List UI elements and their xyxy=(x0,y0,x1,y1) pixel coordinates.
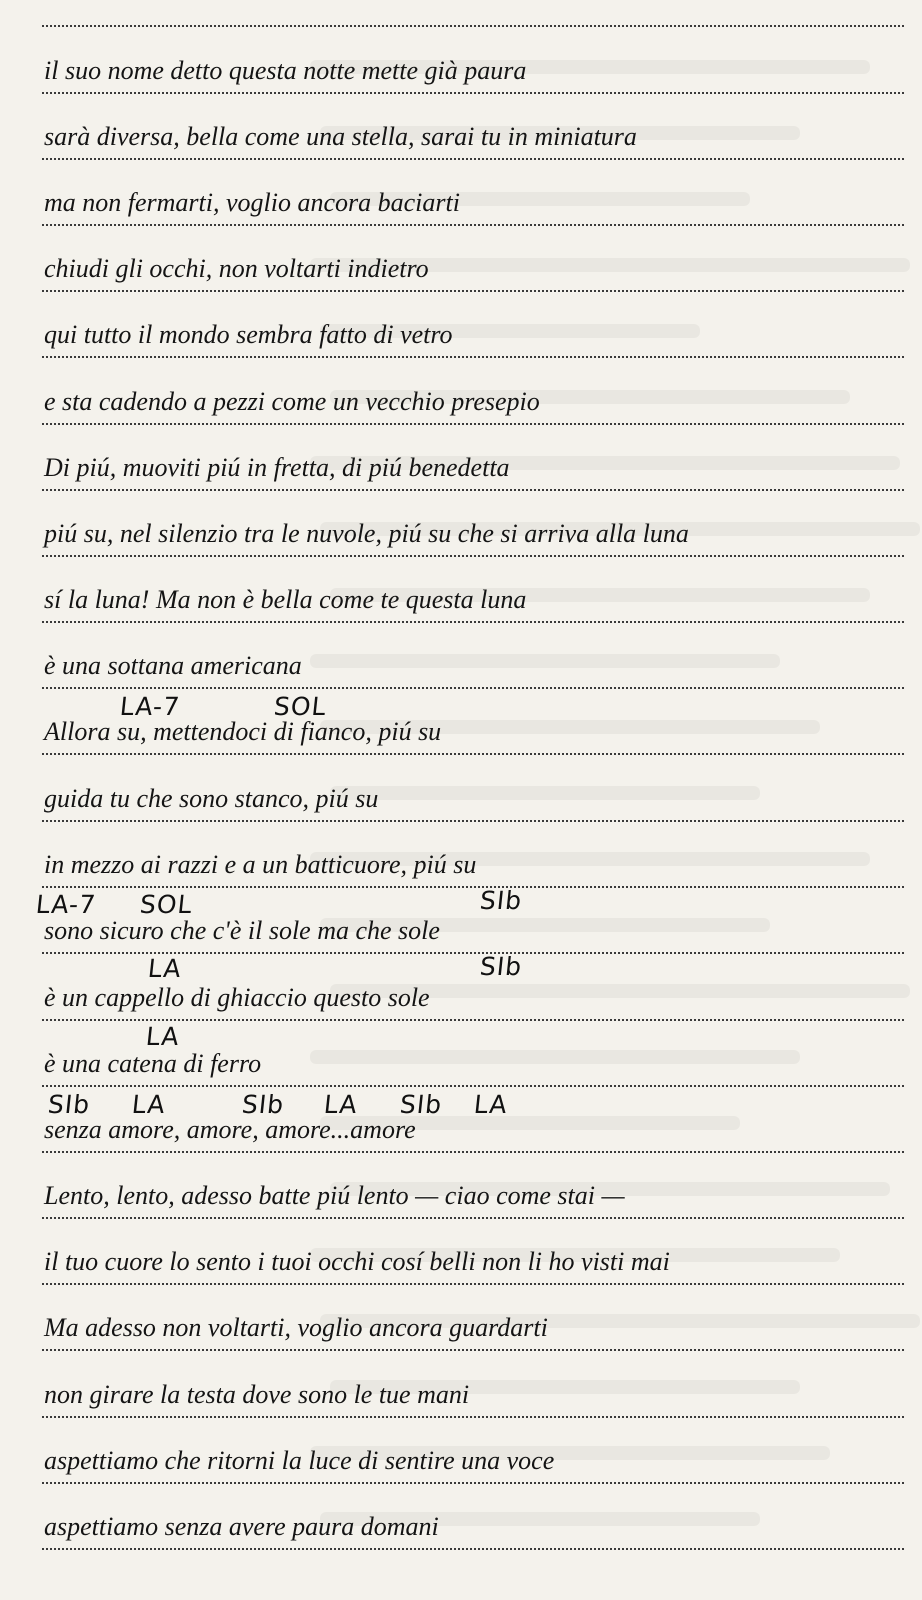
lyric-line: il suo nome detto questa notte mette già paura xyxy=(44,56,527,85)
lyric-line: Di piú, muoviti piú in fretta, di piú benedetta xyxy=(44,453,510,482)
dotted-rule xyxy=(42,1151,904,1153)
chord-label: SOL xyxy=(272,692,329,721)
lyric-line: è una sottana americana xyxy=(44,651,302,680)
dotted-rule xyxy=(42,290,904,292)
chord-label: SOL xyxy=(138,890,195,919)
dotted-rule xyxy=(42,489,904,491)
chord-label: LA xyxy=(144,1022,182,1051)
dotted-rule xyxy=(42,423,904,425)
chord-label: LA-7 xyxy=(34,890,98,919)
dotted-rule xyxy=(42,753,904,755)
dotted-rule xyxy=(42,555,904,557)
chord-label: SIb xyxy=(478,952,524,981)
lyric-line: guida tu che sono stanco, piú su xyxy=(44,784,379,813)
chord-label: SIb xyxy=(240,1090,286,1119)
lyric-line: non girare la testa dove sono le tue mani xyxy=(44,1380,470,1409)
show-through-smudge xyxy=(310,1050,800,1064)
dotted-rule xyxy=(42,1217,904,1219)
dotted-rule xyxy=(42,820,904,822)
lyric-line: piú su, nel silenzio tra le nuvole, piú su che si arriva alla luna xyxy=(44,519,689,548)
dotted-rule xyxy=(42,356,904,358)
chord-label: SIb xyxy=(478,886,524,915)
lyric-line: il tuo cuore lo sento i tuoi occhi cosí belli non li ho visti mai xyxy=(44,1247,670,1276)
lyric-line: chiudi gli occhi, non voltarti indietro xyxy=(44,254,429,283)
lyric-line: qui tutto il mondo sembra fatto di vetro xyxy=(44,320,453,349)
dotted-rule xyxy=(42,1416,904,1418)
dotted-rule xyxy=(42,224,904,226)
show-through-smudge xyxy=(330,786,760,800)
lyric-line: sono sicuro che c'è il sole ma che sole xyxy=(44,916,440,945)
chord-label: LA-7 xyxy=(118,692,182,721)
dotted-rule xyxy=(42,158,904,160)
lyric-line: Lento, lento, adesso batte piú lento — ciao come stai — xyxy=(44,1181,625,1210)
show-through-smudge xyxy=(310,654,780,668)
dotted-rule xyxy=(42,1349,904,1351)
dotted-rule xyxy=(42,886,904,888)
dotted-rule xyxy=(42,1085,904,1087)
lyric-line: ma non fermarti, voglio ancora baciarti xyxy=(44,188,460,217)
lyric-line: Ma adesso non voltarti, voglio ancora guardarti xyxy=(44,1313,548,1342)
lyric-line: e sta cadendo a pezzi come un vecchio presepio xyxy=(44,387,540,416)
dotted-rule xyxy=(42,1548,904,1550)
chord-label: SIb xyxy=(398,1090,444,1119)
chord-label: LA xyxy=(146,954,184,983)
lyric-line: è un cappello di ghiaccio questo sole xyxy=(44,983,430,1012)
lyric-line: aspettiamo che ritorni la luce di sentire una voce xyxy=(44,1446,555,1475)
lyric-line: senza amore, amore, amore...amore xyxy=(44,1115,416,1144)
lyric-line: aspettiamo senza avere paura domani xyxy=(44,1512,439,1541)
lyric-line: Allora su, mettendoci di fianco, piú su xyxy=(44,717,442,746)
lyric-line: sí la luna! Ma non è bella come te questa luna xyxy=(44,585,527,614)
dotted-rule xyxy=(42,92,904,94)
chord-label: LA xyxy=(130,1090,168,1119)
dotted-rule xyxy=(42,687,904,689)
lyric-line: in mezzo ai razzi e a un batticuore, piú su xyxy=(44,850,477,879)
dotted-rule xyxy=(42,25,904,27)
chord-label: LA xyxy=(472,1090,510,1119)
dotted-rule xyxy=(42,1019,904,1021)
lyric-line: è una catena di ferro xyxy=(44,1049,262,1078)
chord-label: SIb xyxy=(46,1090,92,1119)
chord-label: LA xyxy=(322,1090,360,1119)
dotted-rule xyxy=(42,1283,904,1285)
dotted-rule xyxy=(42,621,904,623)
lyric-line: sarà diversa, bella come una stella, sarai tu in miniatura xyxy=(44,122,637,151)
dotted-rule xyxy=(42,1482,904,1484)
